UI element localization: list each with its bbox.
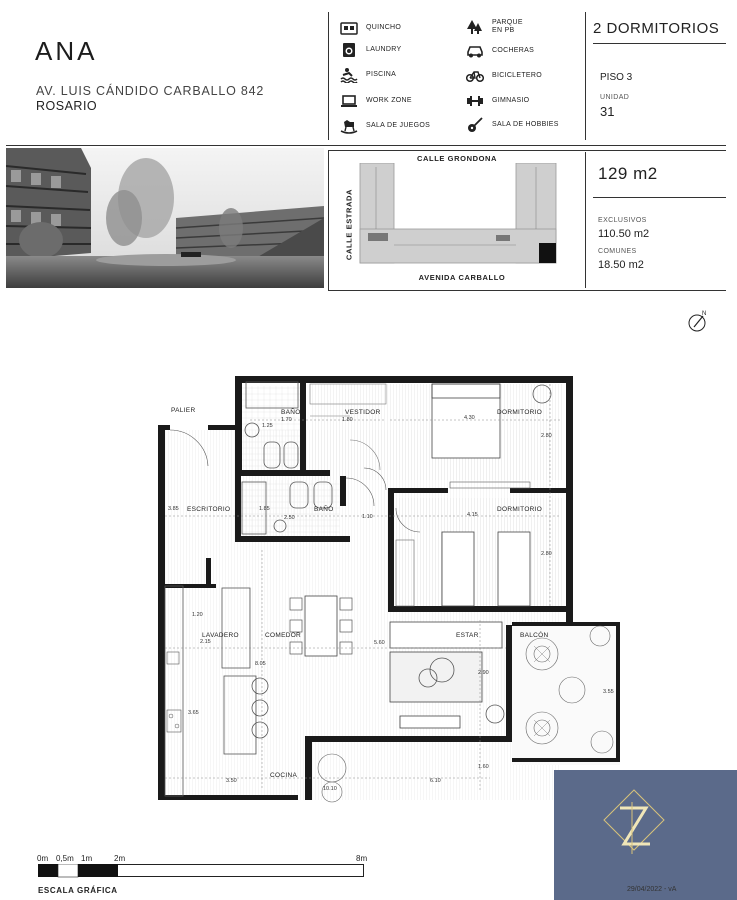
stamp-date: 29/04/2022	[627, 886, 663, 893]
dim-cocina-depth: 3.65	[188, 710, 199, 716]
amenity-sala-de-juegos	[340, 118, 430, 134]
washing-machine-icon	[340, 42, 358, 58]
scale-tick-2: 2m	[114, 854, 126, 863]
room-dormitorio-1: DORMITORIO	[497, 409, 543, 416]
amenity-work-zone	[340, 93, 412, 109]
exclusive-area: 110.50 m2	[598, 228, 650, 240]
dim-hall-depth: 1.60	[478, 764, 489, 770]
street-top: CALLE GRONDONA	[417, 154, 498, 163]
dim-vestidor-width: 1.80	[342, 417, 353, 423]
room-bano-1: BAÑO	[281, 409, 301, 416]
dim-dorm2-depth: 2.80	[541, 551, 552, 557]
stamp-version: vA	[668, 886, 677, 893]
dumbbell-icon	[466, 93, 484, 109]
site-plan-diagram	[356, 163, 564, 267]
dim-bano1-depth: 1.25	[262, 423, 273, 429]
amenity-label: BICICLETERO	[492, 72, 542, 79]
room-bano-2: BAÑO	[314, 506, 334, 513]
siteplan-right-divider	[585, 152, 586, 288]
room-cocina: COCINA	[270, 772, 298, 779]
dim-passage-width: 1.10	[362, 514, 373, 520]
scale-tick-8: 8m	[356, 854, 368, 863]
dim-escritorio-depth: 3.85	[168, 506, 179, 512]
amenity-gimnasio	[466, 93, 529, 109]
scale-caption: ESCALA GRÁFICA	[38, 886, 118, 895]
unit-type: 2 DORMITORIOS	[593, 20, 720, 37]
common-area: 18.50 m2	[598, 259, 644, 271]
rocking-horse-icon	[340, 118, 358, 134]
room-dormitorio-2: DORMITORIO	[497, 506, 543, 513]
street-left: CALLE ESTRADA	[344, 188, 354, 261]
trees-icon	[466, 19, 484, 35]
room-estar: ESTAR	[456, 632, 479, 639]
dim-cocina-width: 3.50	[226, 778, 237, 784]
project-name: ANA	[35, 36, 98, 66]
unit-floor: PISO 3	[600, 72, 633, 83]
project-city: ROSARIO	[36, 99, 98, 113]
amenity-label: WORK ZONE	[366, 97, 412, 104]
dim-bano1-width: 1.70	[281, 417, 292, 423]
amenities-right-divider	[585, 12, 586, 140]
car-icon	[466, 43, 484, 59]
header-divider	[6, 145, 726, 146]
bicycle-icon	[466, 68, 484, 84]
dim-escritorio-width: 1.85	[259, 506, 270, 512]
total-area: 129 m2	[598, 164, 658, 183]
dim-estar-depth: 2.90	[478, 670, 489, 676]
scale-tick-0: 0m	[37, 854, 49, 863]
project-address: AV. LUIS CÁNDIDO CARBALLO 842	[36, 84, 265, 98]
svg-text:N: N	[702, 311, 707, 317]
scale-bar	[38, 864, 364, 878]
amenity-label: SALA DE HOBBIES	[492, 121, 559, 128]
amenity-label: GIMNASIO	[492, 97, 530, 104]
dim-dorm1-depth: 2.80	[541, 433, 552, 439]
amenities-left-divider	[328, 12, 329, 140]
siteplan-bottom-line	[328, 290, 726, 291]
unit-location-marker	[539, 243, 556, 263]
amenity-label: COCHERAS	[492, 47, 535, 54]
amenity-cocheras	[466, 43, 534, 59]
floor-plan	[150, 370, 630, 810]
dim-balcon-depth: 3.55	[603, 689, 614, 695]
unit-number: 31	[600, 104, 615, 119]
dim-dorm1-width: 4.30	[464, 415, 475, 421]
brand-logo	[554, 770, 737, 882]
amenity-label: SALA DE JUEGOS	[366, 122, 431, 129]
north-arrow-icon	[686, 309, 710, 333]
room-palier: PALIER	[171, 407, 196, 414]
room-escritorio: ESCRITORIO	[187, 506, 231, 513]
amenity-label-2: EN PB	[492, 27, 515, 34]
brand-logo-panel	[554, 770, 737, 900]
common-label: COMUNES	[598, 248, 637, 255]
type-divider	[593, 43, 726, 44]
amenity-piscina	[340, 67, 396, 83]
amenity-laundry	[340, 42, 401, 58]
room-comedor: COMEDOR	[265, 632, 302, 639]
room-balcon: BALCÓN	[520, 632, 549, 639]
exclusive-label: EXCLUSIVOS	[598, 217, 647, 224]
unit-number-label: UNIDAD	[600, 94, 630, 101]
pool-icon	[340, 67, 358, 83]
room-lavadero: LAVADERO	[202, 632, 239, 639]
amenity-label: PARQUE	[492, 19, 523, 26]
siteplan-top-line	[328, 150, 726, 151]
amenity-bicicletero	[466, 68, 542, 84]
dim-living-width: 6.10	[430, 778, 441, 784]
guitar-icon	[466, 117, 484, 133]
dim-bano2-width: 2.50	[284, 515, 295, 521]
version-stamp: 29/04/2022 - vA	[627, 886, 677, 893]
amenity-label: LAUNDRY	[366, 46, 402, 53]
dim-comedor-depth: 8.05	[255, 661, 266, 667]
siteplan-left-divider	[328, 150, 329, 290]
dim-lavadero-width: 1.20	[192, 612, 203, 618]
dim-total-width: 10.10	[323, 786, 337, 792]
amenity-label: QUINCHO	[366, 24, 402, 31]
street-bottom: AVENIDA CARBALLO	[418, 273, 506, 282]
amenity-parque	[466, 19, 523, 35]
scale-tick-05: 0,5m	[56, 854, 74, 863]
dim-estar-width: 5.60	[374, 640, 385, 646]
amenity-sala-de-hobbies	[466, 117, 559, 133]
room-vestidor: VESTIDOR	[345, 409, 381, 416]
area-divider	[593, 197, 726, 198]
scale-tick-1: 1m	[81, 854, 93, 863]
amenity-quincho	[340, 20, 401, 36]
grill-icon	[340, 20, 358, 36]
dim-lavadero-depth: 2.15	[200, 639, 211, 645]
laptop-icon	[340, 93, 358, 109]
amenity-label: PISCINA	[366, 71, 397, 78]
dim-dorm2-width: 4.15	[467, 512, 478, 518]
building-photo	[6, 148, 324, 288]
